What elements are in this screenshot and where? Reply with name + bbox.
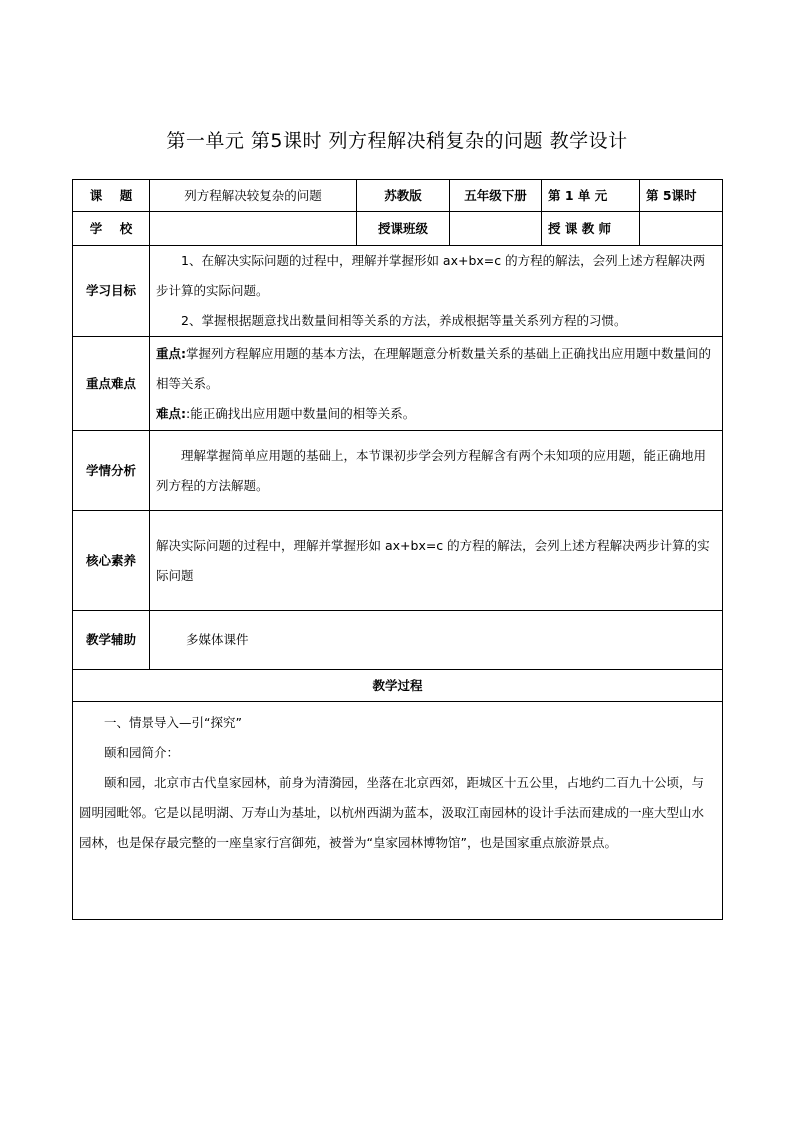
teacher-label: 授 课 教 师	[542, 212, 640, 246]
key-text: 掌握列方程解应用题的基本方法，在理解题意分析数量关系的基础上正确找出应用题中数量间的相等关系。	[156, 345, 712, 391]
teacher-value	[640, 212, 723, 246]
literacy-content	[150, 511, 723, 611]
analysis-row	[73, 431, 723, 511]
aids-label: 教学辅助	[73, 611, 150, 670]
difficulty-prefix: 难点:	[156, 405, 186, 421]
objectives-content	[150, 246, 723, 337]
class-label: 授课班级	[357, 212, 450, 246]
unit: 第 1 单 元	[542, 180, 640, 212]
process-content-row	[73, 702, 723, 920]
key-prefix: 重点:	[156, 345, 186, 361]
class-value	[450, 212, 542, 246]
objectives-row	[73, 246, 723, 337]
analysis-label: 学情分析	[73, 431, 150, 511]
publisher: 苏教版	[357, 180, 450, 212]
difficulty-text: :能正确找出应用题中数量间的相等关系。	[186, 405, 416, 421]
literacy-label: 核心素养	[73, 511, 150, 611]
process-heading-row	[73, 670, 723, 702]
lesson: 第 5课时	[640, 180, 723, 212]
key-point	[156, 339, 716, 399]
topic-value: 列方程解决较复杂的问题	[150, 180, 357, 212]
header-row	[73, 180, 723, 212]
process-step-heading: 一、情景导入—引“探究”	[104, 715, 242, 730]
aids-content	[150, 611, 723, 670]
school-value	[150, 212, 357, 246]
process-content	[73, 702, 723, 920]
analysis-content	[150, 431, 723, 511]
document-title: 第一单元 第5课时 列方程解决稍复杂的问题 教学设计	[166, 130, 628, 152]
school-row	[73, 212, 723, 246]
grade: 五年级下册	[450, 180, 542, 212]
literacy-row	[73, 511, 723, 611]
aids-text: 多媒体课件	[186, 632, 249, 647]
objective-item-2: 2、掌握根据题意找出数量间相等关系的方法，养成根据等量关系列方程的习惯。	[181, 313, 627, 328]
school-label: 学 校	[73, 212, 150, 246]
aids-row	[73, 611, 723, 670]
objective-item-1: 1、在解决实际问题的过程中，理解并掌握形如 ax+bx=c 的方程的解法，会列上述方程解决两步计算的实际问题。	[156, 253, 706, 298]
process-body-text: 颐和园，北京市古代皇家园林，前身为清漪园，坐落在北京西郊，距城区十五公里，占地约二百九十公顷，与圆明园毗邻。它是以昆明湖、万寿山为基址，以杭州西湖为蓝本，汲取江南园林的设计手法而建成的一座大型山水园林，也是保存最完整的一座皇家行宫御苑，被誉为“皇家园林博物馆”，也是国家重点旅游景点。	[79, 775, 705, 850]
process-label: 教学过程	[73, 670, 723, 702]
process-subheading: 颐和园简介：	[104, 745, 180, 760]
analysis-text: 理解掌握简单应用题的基础上，本节课初步学会列方程解含有两个未知项的应用题，能正确地用列方程的方法解题。	[156, 447, 707, 493]
lesson-plan-table	[72, 179, 723, 920]
objectives-label: 学习目标	[73, 246, 150, 337]
key-points-label: 重点难点	[73, 337, 150, 431]
literacy-text: 解决实际问题的过程中，理解并掌握形如 ax+bx=c 的方程的解法，会列上述方程解决两步计算的实际问题	[156, 537, 710, 583]
key-points-content	[150, 337, 723, 431]
difficulty	[156, 399, 716, 429]
topic-label: 课 题	[73, 180, 150, 212]
key-points-row	[73, 337, 723, 431]
